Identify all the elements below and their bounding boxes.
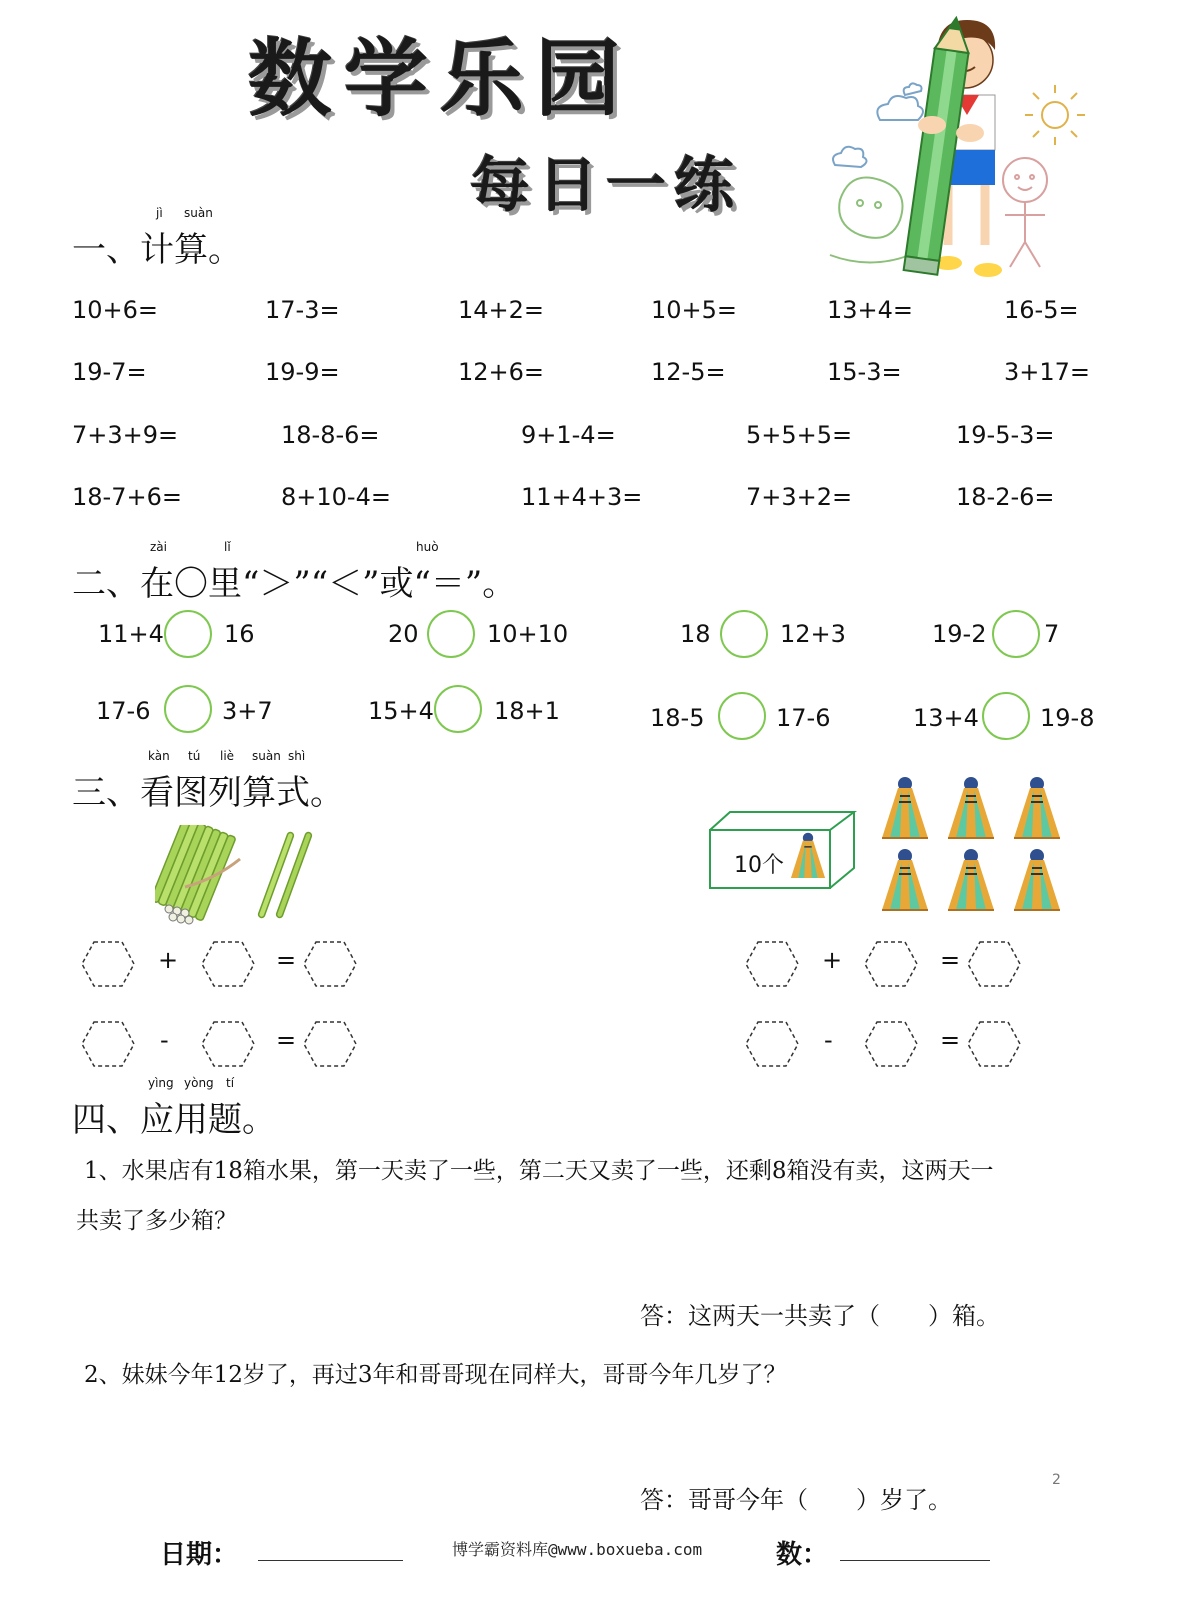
compare-right: 3+7	[222, 697, 273, 725]
date-label: 日期：	[160, 1540, 239, 1570]
section-1-label: 一、计算。	[72, 230, 242, 270]
answer-hexagon[interactable]	[863, 940, 919, 988]
compare-right: 12+3	[780, 620, 846, 648]
compare-left: 15+4	[368, 697, 434, 725]
pinyin-ying: yìng	[148, 1076, 174, 1090]
compare-circle[interactable]	[982, 692, 1030, 740]
calc-problem: 8+10-4=	[281, 483, 391, 511]
calc-problem: 19-5-3=	[956, 421, 1055, 449]
calc-problem: 12-5=	[651, 358, 726, 386]
question-2: 2、妹妹今年12岁了，再过3年和哥哥现在同样大，哥哥今年几岁了？	[84, 1362, 787, 1388]
equals-sign: =	[940, 1026, 961, 1054]
equals-sign: =	[276, 1026, 297, 1054]
page-number: 2	[1052, 1472, 1061, 1488]
calc-problem: 16-5=	[1004, 296, 1079, 324]
calc-problem: 17-3=	[265, 296, 340, 324]
answer-hexagon[interactable]	[302, 940, 358, 988]
sticks-bundle-illustration	[155, 825, 320, 925]
score-underline[interactable]	[840, 1560, 990, 1561]
calc-problem: 13+4=	[827, 296, 914, 324]
shuttlecock-icon	[882, 777, 928, 838]
compare-right: 18+1	[494, 697, 560, 725]
answer-hexagon[interactable]	[200, 1020, 256, 1068]
equals-sign: =	[276, 946, 297, 974]
page-subtitle: 每日一练	[470, 151, 742, 221]
calc-problem: 19-9=	[265, 358, 340, 386]
answer-hexagon[interactable]	[863, 1020, 919, 1068]
answer-1-line[interactable]: 答：这两天一共卖了（ ）箱。	[640, 1302, 1000, 1330]
compare-circle[interactable]	[164, 610, 212, 658]
compare-right: 19-8	[1040, 704, 1095, 732]
answer-hexagon[interactable]	[80, 1020, 136, 1068]
compare-left: 17-6	[96, 697, 151, 725]
pinyin-ti: tí	[226, 1076, 235, 1090]
section-1-heading	[72, 206, 242, 271]
answer-hexagon[interactable]	[744, 1020, 800, 1068]
compare-right: 16	[224, 620, 255, 648]
question-1-line-2: 共卖了多少箱？	[76, 1208, 237, 1234]
page-title: 数学乐园	[248, 30, 633, 128]
answer-hexagon[interactable]	[80, 940, 136, 988]
calc-problem: 18-8-6=	[281, 421, 380, 449]
answer-2-line[interactable]: 答：哥哥今年（ ）岁了。	[640, 1486, 952, 1514]
compare-left: 13+4	[913, 704, 979, 732]
pinyin-huo: huò	[416, 540, 439, 554]
pinyin-kan: kàn	[148, 749, 170, 763]
pinyin-li: lǐ	[224, 540, 231, 554]
calc-problem: 14+2=	[458, 296, 545, 324]
minus-sign: -	[160, 1026, 169, 1054]
compare-right: 17-6	[776, 704, 831, 732]
section-3-heading	[72, 749, 344, 814]
compare-left: 18	[680, 620, 711, 648]
pinyin-yong: yòng	[184, 1076, 214, 1090]
boy-with-pencil-illustration	[820, 15, 1090, 290]
calc-problem: 15-3=	[827, 358, 902, 386]
equals-sign: =	[940, 946, 961, 974]
plus-sign: +	[158, 946, 179, 974]
calc-problem: 12+6=	[458, 358, 545, 386]
shuttlecock-icon	[882, 849, 928, 910]
box-count-label: 10个	[734, 853, 784, 878]
calc-problem: 10+6=	[72, 296, 159, 324]
section-2-heading	[72, 540, 517, 605]
watermark-text: 博学霸资料库@www.boxueba.com	[452, 1540, 703, 1559]
compare-circle[interactable]	[720, 610, 768, 658]
compare-right: 7	[1044, 620, 1060, 648]
minus-sign: -	[824, 1026, 833, 1054]
pinyin-suan: suàn	[184, 206, 213, 220]
shuttlecocks-group	[872, 772, 1072, 920]
score-label: 数：	[776, 1540, 829, 1570]
compare-circle[interactable]	[992, 610, 1040, 658]
compare-circle[interactable]	[427, 610, 475, 658]
compare-right: 10+10	[487, 620, 569, 648]
calc-problem: 10+5=	[651, 296, 738, 324]
calc-problem: 7+3+2=	[746, 483, 853, 511]
pinyin-shi: shì	[288, 749, 306, 763]
compare-left: 19-2	[932, 620, 987, 648]
question-1-line-1: 1、水果店有18箱水果，第一天卖了一些，第二天又卖了一些，还剩8箱没有卖，这两天一	[84, 1158, 994, 1184]
shuttlecock-icon	[1014, 777, 1060, 838]
compare-left: 20	[388, 620, 419, 648]
compare-circle[interactable]	[718, 692, 766, 740]
plus-sign: +	[822, 946, 843, 974]
pinyin-suan: suàn	[252, 749, 281, 763]
compare-left: 18-5	[650, 704, 705, 732]
answer-hexagon[interactable]	[200, 940, 256, 988]
date-underline[interactable]	[258, 1560, 403, 1561]
answer-hexagon[interactable]	[966, 1020, 1022, 1068]
shuttlecock-icon	[948, 777, 994, 838]
pinyin-lie: liè	[220, 749, 235, 763]
shuttlecock-icon	[788, 832, 828, 884]
answer-hexagon[interactable]	[744, 940, 800, 988]
shuttlecock-icon	[948, 849, 994, 910]
pinyin-zai: zài	[150, 540, 167, 554]
compare-circle[interactable]	[434, 685, 482, 733]
calc-problem: 3+17=	[1004, 358, 1091, 386]
answer-hexagon[interactable]	[966, 940, 1022, 988]
pinyin-tu: tú	[188, 749, 201, 763]
calc-problem: 5+5+5=	[746, 421, 853, 449]
compare-left: 11+4	[98, 620, 164, 648]
calc-problem: 18-7+6=	[72, 483, 182, 511]
calc-problem: 18-2-6=	[956, 483, 1055, 511]
section-2-label: 二、在〇里“＞”“＜”或“＝”。	[72, 564, 517, 604]
calc-problem: 9+1-4=	[521, 421, 616, 449]
section-4-label: 四、应用题。	[72, 1100, 276, 1140]
compare-circle[interactable]	[164, 685, 212, 733]
calc-problem: 7+3+9=	[72, 421, 179, 449]
shuttlecock-icon	[1014, 849, 1060, 910]
answer-hexagon[interactable]	[302, 1020, 358, 1068]
section-4-heading	[72, 1076, 276, 1141]
calc-problem: 19-7=	[72, 358, 147, 386]
calc-problem: 11+4+3=	[521, 483, 643, 511]
pinyin-ji: jì	[156, 206, 163, 220]
section-3-label: 三、看图列算式。	[72, 773, 344, 813]
